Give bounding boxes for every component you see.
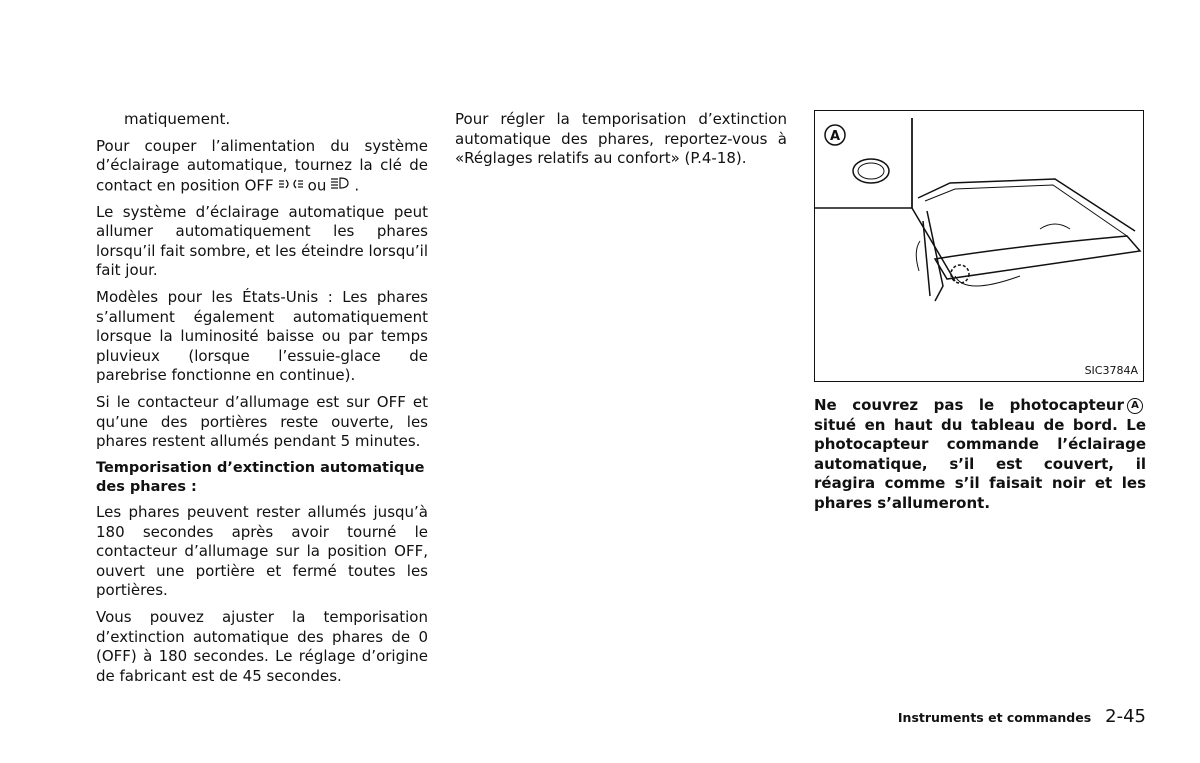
paragraph-settings-ref: Pour régler la temporisation d’extinction automatique des phares, reportez-vous à «Réglages relatifs au confort» (P.4-18). (455, 110, 787, 168)
photosensor-figure (814, 110, 1144, 382)
page-footer (898, 706, 1146, 727)
warning-text-a: Ne couvrez pas le photocapteur (814, 396, 1124, 414)
warning-paragraph (814, 396, 1146, 514)
label-a-badge: A (1127, 398, 1143, 414)
paragraph-auto-system: Le système d’éclairage automatique peut allumer automatiquement les phares lorsqu’il fait sombre, et les éteindre lorsqu’il fait jour. (96, 202, 428, 280)
section-heading: Temporisation d’extinction automatique des phares : (96, 459, 425, 496)
or-word: ou (307, 176, 327, 195)
paragraph-switch-off (96, 137, 428, 196)
paragraph-switch-off-text: Pour couper l’alimentation du système d’éclairage automatique, tournez la clé de contact en position OFF (96, 136, 428, 195)
figure-code: SIC3784A (1084, 364, 1138, 377)
left-column (96, 110, 428, 693)
paragraph-continuation: matiquement. (124, 110, 231, 128)
figure-label-a: A (829, 129, 841, 144)
paragraph-headlight-delay: Les phares peuvent rester allumés jusqu’à 180 secondes après avoir tourné le contacteur d’allumage sur la position OFF, ouvert une portière et fermé toutes les portières. (96, 502, 428, 600)
paragraph-door-open: Si le contacteur d’allumage est sur OFF et qu’une des portières reste ouverte, les phares restent allumés pendant 5 minutes. (96, 393, 428, 451)
headlight-icon (330, 176, 350, 196)
middle-column (455, 110, 787, 176)
page-number: 2-45 (1105, 706, 1146, 727)
paragraph-us-models: Modèles pour les États-Unis : Les phares s’allument également automatiquement lorsque la luminosité baisse ou par temps pluvieux (lorsque l’essuie-glace de parebrise fonctionne en continue). (96, 288, 428, 385)
parking-light-icon (278, 176, 304, 196)
dashboard-illustration (815, 111, 1145, 383)
paragraph-adjust-delay: Vous pouvez ajuster la temporisation d’extinction automatique des phares de 0 (OFF) à 180 secondes. Le réglage d’origine de fabricant est de 45 secondes. (96, 607, 428, 685)
sentence-end: . (354, 176, 360, 195)
right-column (814, 396, 1146, 521)
footer-section-title: Instruments et commandes (897, 710, 1092, 725)
warning-text-b: situé en haut du tableau de bord. Le photocapteur commande l’éclairage automatique, s’il est couvert, il réagira comme s’il faisait noir et les phares s’allumeront. (814, 415, 1146, 512)
